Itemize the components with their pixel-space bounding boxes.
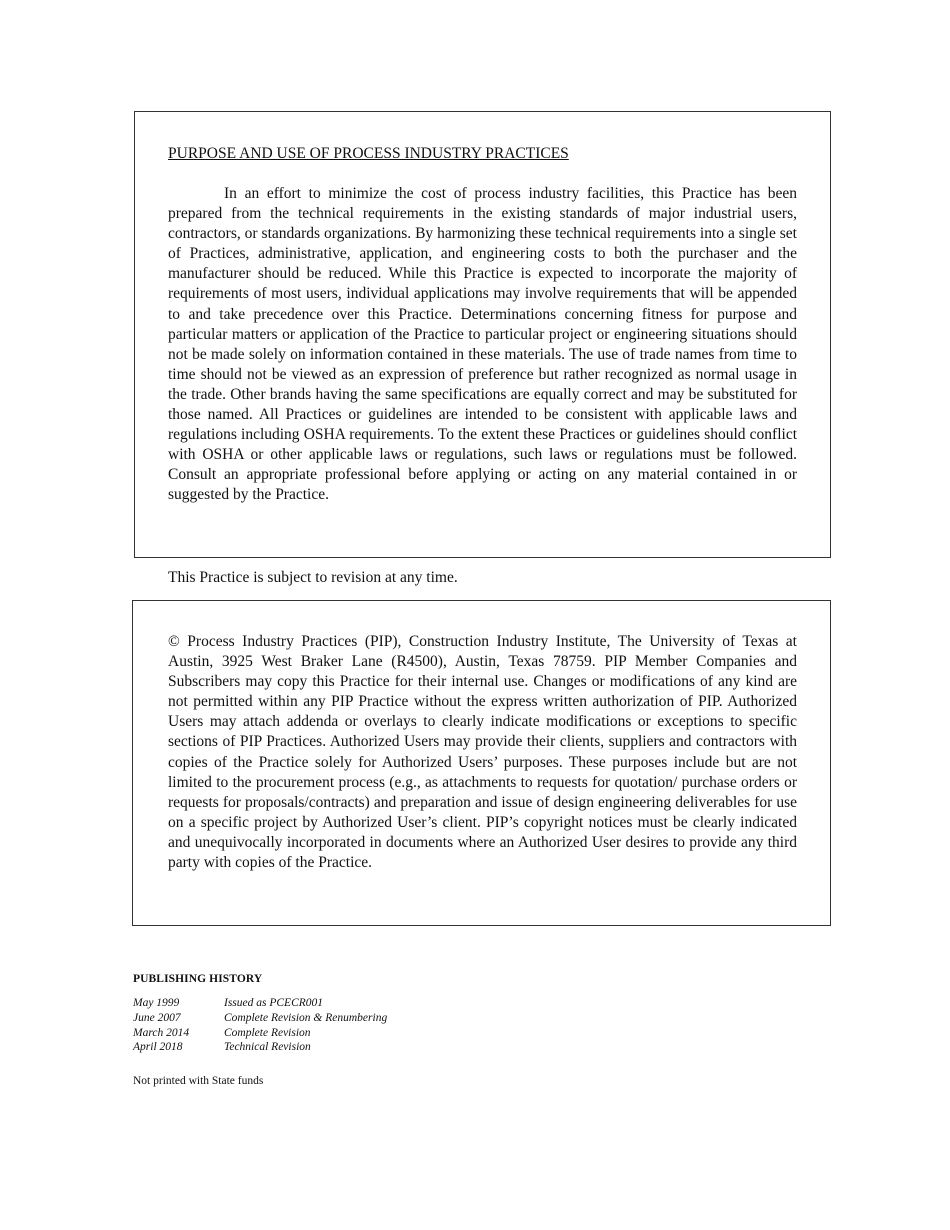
purpose-box [134,111,831,558]
footer-note: Not printed with State funds [133,1075,264,1087]
revision-note: This Practice is subject to revision at any time. [168,569,458,586]
history-entry [133,996,633,1011]
history-date: March 2014 [133,1026,190,1039]
history-description: Technical Revision [224,1041,311,1054]
history-entry [133,1026,633,1041]
history-entry [133,1040,633,1055]
history-date: May 1999 [133,997,180,1009]
history-description: Complete Revision [224,1026,311,1039]
history-date: June 2007 [133,1011,181,1024]
history-description: Complete Revision & Renumbering [224,1011,388,1024]
history-description: Issued as PCECR001 [224,997,324,1009]
copyright-box [132,600,831,926]
copyright-body: © Process Industry Practices (PIP), Construction Industry Institute, The University of Texas at Austin, 3925 West Braker Lane (R4500), Austin, Texas 78759. PIP Member Companies and Subscribers may copy this Practice for their internal use. Changes or modifications of any kind are not permitted within any PIP Practice without the express written authorization of PIP. Authorized Users may attach addenda or overlays to clearly indicate modifications or exceptions to specific sections of PIP Practices. Authorized Users may provide their clients, suppliers and contractors with copies of the Practice solely for Authorized Users’ purposes. These purposes include but are not limited to the procurement process (e.g., as attachments to requests for quotation/ purchase orders or requests for proposals/contracts) and preparation and issue of design engineering deliverables for use on a specific project by Authorized User’s client. PIP’s copyright notices must be clearly indicated and unequivocally incorporated in documents where an Authorized User desires to provide any third party with copies of the Practice. [168,633,797,872]
history-date: April 2018 [133,1041,183,1054]
publishing-history-title: PUBLISHING HISTORY [133,973,263,985]
purpose-body: In an effort to minimize the cost of process industry facilities, this Practice has been prepared from the technical requirements in the existing standards of major industrial users, contractors, or standards organizations. By harmonizing these technical requirements into a single set of Practices, administrative, application, and engineering costs to both the purchaser and the manufacturer should be reduced. While this Practice is expected to incorporate the majority of requirements of most users, individual applications may involve requirements that will be appended to and take precedence over this Practice. Determinations concerning fitness for purpose and particular matters or application of the Practice to particular project or engineering situations should not be made solely on information contained in these materials. The use of trade names from time to time should not be viewed as an expression of preference but rather recognized as normal usage in the trade. Other brands having the same specifications are equally correct and may be substituted for those named. All Practices or guidelines are intended to be consistent with applicable laws and regulations including OSHA requirements. To the extent these Practices or guidelines should conflict with OSHA or other applicable laws or regulations, such laws or regulations must be followed. Consult an appropriate professional before applying or acting on any material contained in or suggested by the Practice. [168,185,797,504]
history-entry [133,1011,633,1026]
publishing-history [133,972,633,1055]
purpose-heading: PURPOSE AND USE OF PROCESS INDUSTRY PRACTICES [168,145,569,162]
